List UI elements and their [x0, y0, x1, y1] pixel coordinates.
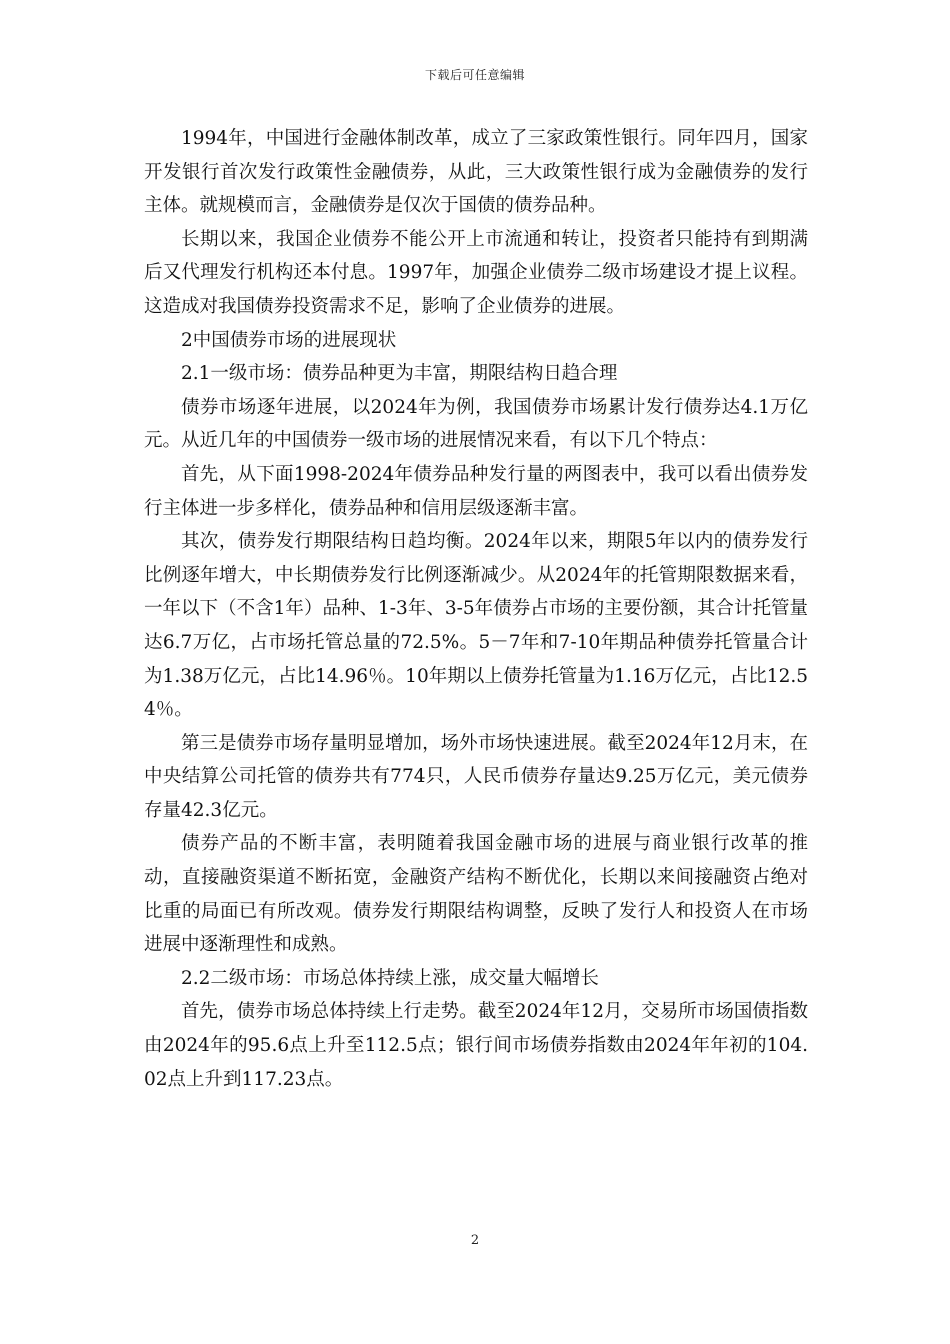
paragraph-second-feature: 其次，债券发行期限结构日趋均衡。2024年以来，期限5年以内的债券发行比例逐年增大，中长期债券发行比例逐渐减少。从2024年的托管期限数据来看，一年以下（不含1年）品种、1-3年、3-5年债券占市场的主要份额，其合计托管量达6.7万亿，占市场托管总量的72.5%。5－7年和7-10年期品种债券托管量合计为1.38万亿元，占比14.96％。10年期以上债券托管量为1.16万亿元，占比12.54％。 [144, 531, 808, 721]
paragraph-first-feature: 首先，从下面1998-2024年债券品种发行量的两图表中，我可以看出债券发行主体进一步多样化，债券品种和信用层级逐渐丰富。 [144, 463, 808, 519]
document-body [144, 122, 808, 1096]
page-header: 下载后可任意编辑 [424, 68, 525, 82]
paragraph-policy-banks: 1994年，中国进行金融体制改革，成立了三家政策性银行。同年四月，国家开发银行首次发行政策性金融债券，从此，三大政策性银行成为金融债券的发行主体。就规模而言，金融债券是仅次于国债的债券品种。 [144, 128, 808, 217]
subsection-heading-2-1: 2.1一级市场：债券品种更为丰富，期限结构日趋合理 [181, 363, 618, 385]
section-heading-2: 2中国债券市场的进展现状 [181, 329, 397, 351]
paragraph-product-enrichment: 债券产品的不断丰富，表明随着我国金融市场的进展与商业银行改革的推动，直接融资渠道不断拓宽，金融资产结构不断优化，长期以来间接融资占绝对比重的局面已有所改观。债券发行期限结构调整，反映了发行人和投资人在市场进展中逐渐理性和成熟。 [144, 833, 808, 956]
paragraph-secondary-market-trend: 首先，债券市场总体持续上行走势。截至2024年12月，交易所市场国债指数由2024年的95.6点上升至112.5点；银行间市场债券指数由2024年年初的104.02点上升到117.23点。 [144, 1001, 808, 1090]
page-number: 2 [470, 1233, 480, 1248]
paragraph-third-feature: 第三是债券市场存量明显增加，场外市场快速进展。截至2024年12月末，在中央结算公司托管的债券共有774只，人民币债券存量达9.25万亿元，美元债券存量42.3亿元。 [144, 732, 808, 821]
paragraph-enterprise-bonds: 长期以来，我国企业债券不能公开上市流通和转让，投资者只能持有到期满后又代理发行机构还本付息。1997年，加强企业债券二级市场建设才提上议程。这造成对我国债券投资需求不足，影响了企业债券的进展。 [144, 228, 808, 317]
subsection-heading-2-2: 2.2二级市场：市场总体持续上涨，成交量大幅增长 [181, 967, 599, 989]
paragraph-primary-market-overview: 债券市场逐年进展，以2024年为例，我国债券市场累计发行债券达4.1万亿元。从近几年的中国债券一级市场的进展情况来看，有以下几个特点： [144, 396, 808, 452]
